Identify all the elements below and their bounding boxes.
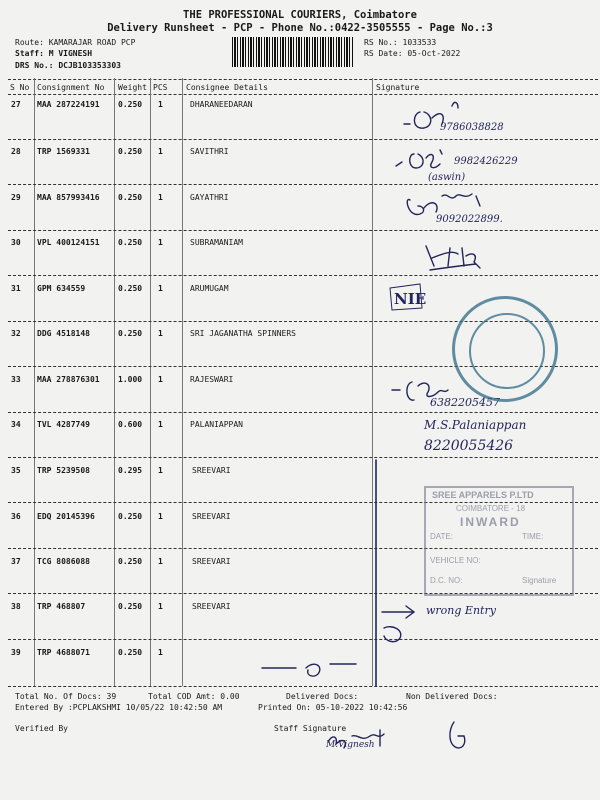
row-consignment: VPL 400124151: [37, 238, 100, 247]
stamp-city: COIMBATORE - 18: [456, 504, 526, 513]
row-consignment: GPM 634559: [37, 284, 86, 293]
row-consignment: TVL 4287749: [37, 420, 90, 429]
handwritten-phone: 9786038828: [440, 122, 504, 133]
total-docs: Total No. Of Docs: 39: [15, 692, 117, 701]
drs-number: DRS No.: DCJB103353303: [15, 61, 121, 70]
delivered-docs: Delivered Docs:: [286, 692, 359, 701]
col-sno: S No: [10, 83, 30, 92]
col-consignee: Consignee Details: [186, 83, 268, 92]
col-signature: Signature: [376, 83, 420, 92]
handwritten-phone: 8220055426: [424, 438, 514, 454]
row-consignee: RAJESWARI: [190, 375, 234, 384]
row-weight: 0.250: [118, 193, 143, 202]
stamp-signature: Signature: [522, 576, 557, 585]
total-cod: Total COD Amt: 0.00: [148, 692, 240, 701]
row-consignee: SUBRAMANIAM: [190, 238, 243, 247]
row-weight: 0.600: [118, 420, 143, 429]
row-consignment: MAA 287224191: [37, 100, 100, 109]
row-weight: 0.250: [118, 648, 143, 657]
row-pcs: 1: [158, 100, 163, 109]
row-consignment: DDG 4518148: [37, 329, 90, 338]
row-consignment: MAA 857993416: [37, 193, 100, 202]
row-consignee: PALANIAPPAN: [190, 420, 243, 429]
row-weight: 0.250: [118, 100, 143, 109]
row-pcs: 1: [158, 648, 163, 657]
row-consignee: SREEVARI: [192, 512, 231, 521]
row-consignee: SAVITHRI: [190, 147, 229, 156]
row-sno: 33: [11, 375, 21, 384]
row-pcs: 1: [158, 557, 163, 566]
row-consignment: EDQ 20145396: [37, 512, 95, 521]
row-pcs: 1: [158, 512, 163, 521]
row-sno: 31: [11, 284, 21, 293]
row-pcs: 1: [158, 193, 163, 202]
row-sno: 27: [11, 100, 21, 109]
handwritten-phone: 9092022899.: [436, 214, 503, 225]
staff-label: Staff: M VIGNESH: [15, 49, 93, 58]
row-sno: 32: [11, 329, 21, 338]
handwritten-name: (aswin): [428, 172, 466, 183]
row-sno: 39: [11, 648, 21, 657]
round-seal: [452, 296, 558, 402]
row-consignee: ARUMUGAM: [190, 284, 229, 293]
signature-mark: [426, 246, 480, 270]
row-consignee: GAYATHRI: [190, 193, 229, 202]
col-consignment: Consignment No: [37, 83, 105, 92]
row-weight: 0.250: [118, 512, 143, 521]
row-sno: 38: [11, 602, 21, 611]
handwritten-mark: NIE: [394, 290, 427, 308]
stamp-company: SREE APPARELS P.LTD: [432, 490, 534, 500]
row39-mark: [262, 664, 356, 676]
stamp-inward: INWARD: [460, 515, 521, 529]
staff-signature-hand: M.Vignesh: [326, 740, 375, 750]
row-pcs: 1: [158, 284, 163, 293]
row-consignment: TRP 468807: [37, 602, 86, 611]
handwritten-note: wrong Entry: [426, 604, 496, 617]
row-pcs: 1: [158, 238, 163, 247]
signature-mark: [407, 194, 480, 214]
company-name: THE PROFESSIONAL COURIERS, Coimbatore: [183, 9, 417, 21]
initial-mark: [450, 722, 465, 748]
row-weight: 0.250: [118, 329, 143, 338]
stamp-date: DATE:: [430, 532, 453, 541]
row-sno: 35: [11, 466, 21, 475]
row-consignee: SRI JAGANATHA SPINNERS: [190, 329, 296, 338]
row-sno: 29: [11, 193, 21, 202]
row-pcs: 1: [158, 375, 163, 384]
verified-by: Verified By: [15, 724, 68, 733]
row-consignee: SREEVARI: [192, 557, 231, 566]
row-pcs: 1: [158, 329, 163, 338]
row-weight: 1.000: [118, 375, 143, 384]
row-pcs: 1: [158, 147, 163, 156]
inward-stamp: [424, 486, 574, 596]
row-weight: 0.250: [118, 557, 143, 566]
stamp-vehicle: VEHICLE NO:: [430, 556, 481, 565]
rs-date: RS Date: 05-Oct-2022: [364, 49, 461, 58]
handwritten-name: M.S.Palaniappan: [424, 418, 527, 432]
row-sno: 34: [11, 420, 21, 429]
rs-number: RS No.: 1033533: [364, 38, 437, 47]
printed-on: Printed On: 05-10-2022 10:42:56: [258, 703, 408, 712]
row-sno: 36: [11, 512, 21, 521]
runsheet-title: Delivery Runsheet - PCP - Phone No.:0422-3505555 - Page No.:3: [107, 22, 493, 34]
handwritten-phone: 6382205457: [430, 396, 500, 409]
col-pcs: PCS: [153, 83, 168, 92]
row-weight: 0.250: [118, 238, 143, 247]
row-consignee: SREEVARI: [192, 602, 231, 611]
handwritten-phone: 9982426229: [454, 156, 518, 167]
row-consignee: DHARANEEDARAN: [190, 100, 253, 109]
row-weight: 0.295: [118, 466, 143, 475]
col-weight: Weight: [118, 83, 147, 92]
row-sno: 28: [11, 147, 21, 156]
row-sno: 37: [11, 557, 21, 566]
row-consignee: SREEVARI: [192, 466, 231, 475]
stamp-time: TIME:: [522, 532, 544, 541]
row-weight: 0.250: [118, 147, 143, 156]
row-pcs: 1: [158, 602, 163, 611]
row-consignment: TRP 1569331: [37, 147, 90, 156]
row-consignment: TRP 4688071: [37, 648, 90, 657]
row-pcs: 1: [158, 466, 163, 475]
row-consignment: MAA 278876301: [37, 375, 100, 384]
arrow-mark: [382, 606, 414, 642]
entered-by: Entered By :PCPLAKSHMI 10/05/22 10:42:50 AM: [15, 703, 223, 712]
row-weight: 0.250: [118, 284, 143, 293]
row-consignment: TCG 8086088: [37, 557, 90, 566]
non-delivered-docs: Non Delivered Docs:: [406, 692, 498, 701]
route-label: Route: KAMARAJAR ROAD PCP: [15, 38, 136, 47]
stamp-dc: D.C. NO:: [430, 576, 463, 585]
row-weight: 0.250: [118, 602, 143, 611]
staff-signature-label: Staff Signature: [274, 724, 347, 733]
row-consignment: TRP 5239508: [37, 466, 90, 475]
signature-mark: [396, 150, 442, 168]
row-sno: 30: [11, 238, 21, 247]
row-pcs: 1: [158, 420, 163, 429]
